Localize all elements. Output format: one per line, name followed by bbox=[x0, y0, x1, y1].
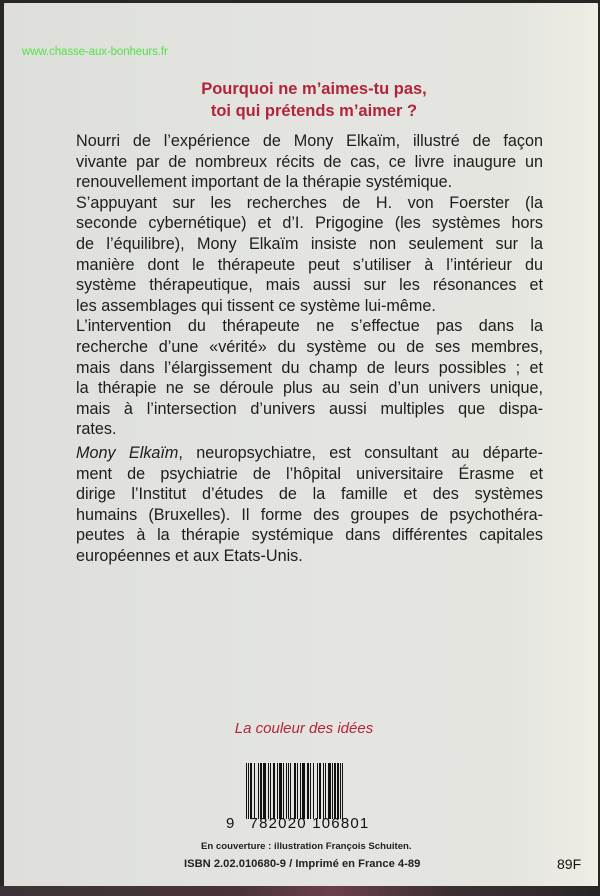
barcode bbox=[246, 763, 378, 819]
barcode-group-2: 106801 bbox=[312, 815, 370, 832]
text-line: peutes à la thérapie systémique dans différentes capitales bbox=[76, 526, 543, 545]
author-bio-paragraph bbox=[76, 443, 543, 567]
text-line: S’appuyant sur les recherches de H. von Foerster (la bbox=[76, 193, 543, 212]
text-line bbox=[76, 443, 543, 464]
cover-credit: En couverture : illustration François Schuiten. bbox=[201, 841, 412, 852]
title-line-2: toi qui prétends m’aimer ? bbox=[210, 102, 418, 120]
text-line: renouvellement important de la thérapie systémique. bbox=[76, 173, 453, 192]
text-line: système thérapeutique, mais aussi sur les résonances et bbox=[76, 276, 543, 295]
book-back-cover bbox=[4, 3, 598, 888]
text-line: les assemblages qui tissent ce système lui-même. bbox=[76, 296, 436, 315]
text-line: mais dans l’élargissement du champ de leurs possibles ; et bbox=[76, 358, 543, 377]
barcode-lead-digit: 9 bbox=[226, 815, 236, 832]
author-name: Mony Elkaïm bbox=[76, 444, 179, 462]
text-line: manière dont le thérapeute peut s’utiliser à l’intérieur du bbox=[76, 255, 543, 274]
text-line: humains (Bruxelles). Il forme des groupes de psychothéra- bbox=[76, 505, 543, 524]
text-line: de l’équilibre), Mony Elkaïm insiste non seulement sur la bbox=[76, 234, 543, 253]
barcode-group-1: 782020 bbox=[249, 815, 307, 832]
book-bottom-edge bbox=[0, 886, 600, 896]
title-line-1: Pourquoi ne m’aimes-tu pas, bbox=[201, 80, 427, 98]
barcode-bar bbox=[342, 763, 343, 819]
watermark-url: www.chasse-aux-bonheurs.fr bbox=[22, 46, 168, 58]
text-line: la thérapie ne se déroule plus au sein d’un univers unique, bbox=[76, 379, 543, 398]
author-bio-first-line: , neuropsychiatre, est consultant au départe- bbox=[178, 444, 543, 462]
text-line: vivante par de nombreux récits de cas, ce livre inaugure un bbox=[76, 152, 543, 171]
text-line: rates. bbox=[76, 420, 117, 439]
series-name: La couleur des idées bbox=[234, 720, 374, 737]
text-line: L’intervention du thérapeute ne s’effectue pas dans la bbox=[76, 317, 543, 336]
price: 89F bbox=[557, 856, 582, 872]
text-line: dirige l’Institut d’études de la famille et des systèmes bbox=[76, 485, 543, 504]
text-line: ment de psychiatrie de l’hôpital universitaire Érasme et bbox=[76, 464, 543, 483]
text-line: Nourri de l’expérience de Mony Elkaïm, illustré de façon bbox=[76, 132, 543, 150]
barcode-digits bbox=[226, 815, 369, 832]
description-paragraph bbox=[76, 131, 543, 440]
isbn-line: ISBN 2.02.010680-9 / Imprimé en France 4-89 bbox=[184, 858, 421, 870]
cover-title bbox=[134, 78, 494, 122]
text-line: recherche d’une «vérité» du système ou de ses membres, bbox=[76, 337, 543, 356]
text-line: mais à l’intersection d’univers aussi multiples que dispa- bbox=[76, 399, 543, 418]
text-line: européennes et aux Etats-Unis. bbox=[76, 546, 303, 565]
text-line: seconde cybernétique) et d’I. Prigogine (les systèmes hors bbox=[76, 214, 543, 233]
